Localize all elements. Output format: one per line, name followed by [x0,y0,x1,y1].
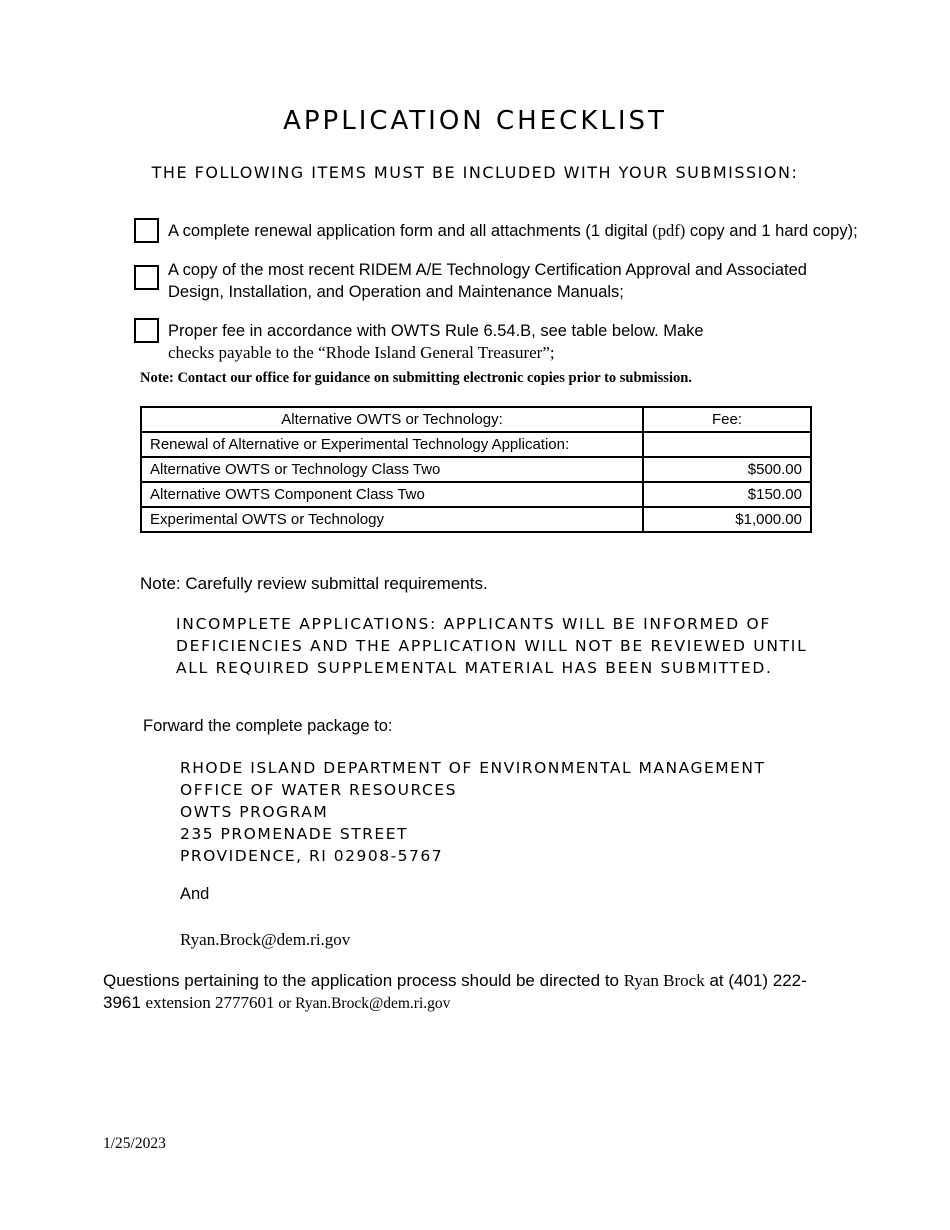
checklist-item-application-form [168,220,858,242]
fee-table [140,406,812,533]
questions-text: Questions pertaining to the application process should be directed to [103,971,624,990]
table-row [141,507,811,532]
questions-extension: extension 2777601 [145,993,275,1012]
checklist-item-line: Design, Installation, and Operation and Maintenance Manuals; [168,283,624,301]
checklist-item-text: A complete renewal application form and all attachments (1 digital [168,222,653,240]
checklist-item-text: copy and 1 hard copy); [685,222,858,240]
contact-name: Ryan Brock [623,971,705,990]
table-cell-fee [643,432,811,457]
table-row [141,482,811,507]
questions-paragraph [103,970,823,1015]
table-cell-item: Experimental OWTS or Technology [141,507,643,532]
questions-phone: at (401) 222-3961 [103,971,807,1012]
table-header-fee: Fee: [643,407,811,432]
checklist-item-line: A copy of the most recent RIDEM A/E Technology Certification Approval and Associated [168,261,807,279]
checklist-item-proper-fee [168,320,704,364]
table-cell-item: Renewal of Alternative or Experimental Technology Application: [141,432,643,457]
address-line: 235 PROMENADE STREET [180,825,408,843]
table-cell-fee: $500.00 [643,457,811,482]
checkbox-application-form[interactable] [134,218,159,243]
table-row [141,432,811,457]
forward-label: Forward the complete package to: [143,717,393,735]
and-text: And [180,885,210,903]
table-header-technology: Alternative OWTS or Technology: [141,407,643,432]
table-cell-item: Alternative OWTS Component Class Two [141,482,643,507]
incomplete-applications-notice: INCOMPLETE APPLICATIONS: APPLICANTS WILL BE INFORMED OF DEFICIENCIES AND THE APPLICATION WILL NOT BE REVIEWED UNTIL ALL REQUIRED SUPPLEMENTAL MATERIAL HAS BEEN SUBMITTED. [176,615,808,677]
electronic-copies-note: Note: Contact our office for guidance on submitting electronic copies prior to submission. [140,370,692,386]
checklist-item-certification-approval [168,259,807,303]
table-row [141,457,811,482]
questions-or: or [274,995,296,1012]
checkbox-certification-approval[interactable] [134,265,159,290]
checklist-item-pdf: (pdf) [652,221,686,240]
table-cell-fee: $150.00 [643,482,811,507]
review-note: Note: Carefully review submittal requirements. [140,574,488,593]
table-cell-item: Alternative OWTS or Technology Class Two [141,457,643,482]
address-line: OFFICE OF WATER RESOURCES [180,781,457,799]
questions-email[interactable]: Ryan.Brock@dem.ri.gov [295,995,451,1012]
checkbox-proper-fee[interactable] [134,318,159,343]
address-line: RHODE ISLAND DEPARTMENT OF ENVIRONMENTAL MANAGEMENT [180,759,766,777]
contact-email[interactable]: Ryan.Brock@dem.ri.gov [180,930,351,949]
checklist-item-line: checks payable to the “Rhode Island General Treasurer”; [168,343,555,362]
page-subtitle: THE FOLLOWING ITEMS MUST BE INCLUDED WITH YOUR SUBMISSION: [151,163,799,182]
table-header-row [141,407,811,432]
mailing-address [180,757,766,867]
document-date: 1/25/2023 [103,1135,166,1152]
address-line: OWTS PROGRAM [180,803,329,821]
address-line: PROVIDENCE, RI 02908-5767 [180,847,444,865]
checklist-item-line: Proper fee in accordance with OWTS Rule 6.54.B, see table below. Make [168,322,704,340]
page-title: APPLICATION CHECKLIST [283,106,667,136]
table-cell-fee: $1,000.00 [643,507,811,532]
